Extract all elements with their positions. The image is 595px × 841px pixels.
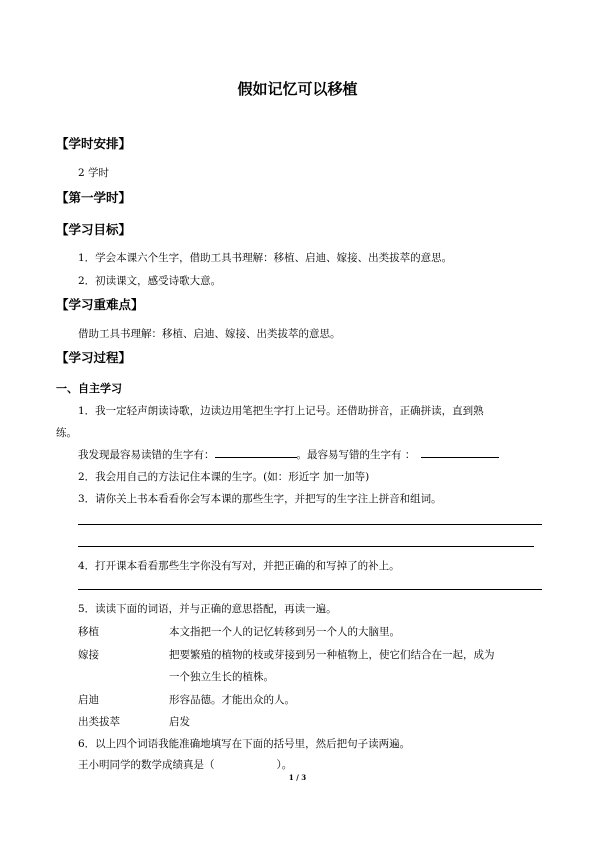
fill-blank-write[interactable] [421,447,499,458]
item-3: 3．请你关上书本看看你会写本课的那些生字，并把写的生字注上拼音和组词。 [78,493,442,505]
goal-2: 2．初读课文，感受诗歌大意。 [78,275,222,287]
page-number: 1 / 3 [288,773,307,782]
item-1-line-1: 1．我一定轻声朗读诗歌，边读边用笔把生字打上记号。还借助拼音，正确拼读，直到熟 [78,405,484,417]
word-meaning: 本文指把一个人的记忆转移到另一个人的大脑里。 [169,626,400,638]
section-schedule: 【学时安排】 [56,136,132,151]
item-6: 6．以上四个词语我能准确地填写在下面的括号里，然后把句子读两遍。 [78,738,411,750]
sentence-end: ）。 [276,759,293,771]
word-meaning: 启发 [169,716,190,728]
section-first-period: 【第一学时】 [56,190,132,205]
word-meaning: 把要繁殖的植物的枝或芽接到另一种植物上，使它们结合在一起，成为 [169,649,495,661]
fill-label-read: 我发现最容易读错的生字有： [78,449,215,461]
sentence-start: 王小明同学的数学成绩真是（ [78,759,215,771]
item-4: 4．打开课本看看那些生字你没有写对，并把正确的和写掉了的补上。 [78,560,400,572]
fill-in-row [78,447,499,462]
item-1-line-2: 练。 [56,427,77,439]
word-term: 嫁接 [78,649,99,661]
goal-1: 1．学会本课六个生字，借助工具书理解：移植、启迪、嫁接、出类拔萃的意思。 [78,252,453,264]
fill-label-write: 。最容易写错的生字有 ： [296,449,416,461]
item-2: 2．我会用自己的方法记住本课的生字。(如：形近字 加一加等) [78,471,370,483]
item-5: 5．读读下面的词语，并与正确的意思搭配，再读一遍。 [78,603,337,615]
self-study-heading: 一、自主学习 [56,382,122,395]
section-keypoints: 【学习重难点】 [56,297,144,312]
answer-line[interactable] [78,524,542,525]
word-term: 移植 [78,626,99,638]
answer-line[interactable] [78,546,534,547]
word-term: 启迪 [78,694,99,706]
keypoints-text: 借助工具书理解：移植、启迪、嫁接、出类拔萃的意思。 [78,328,341,340]
fill-blank-read[interactable] [215,447,297,458]
word-term: 出类拔萃 [78,716,120,728]
sentence-fill [78,757,292,772]
schedule-text: 2 学时 [78,167,110,179]
page-title: 假如记忆可以移植 [237,80,358,98]
section-process: 【学习过程】 [56,350,132,365]
word-meaning-continued: 一个独立生长的植株。 [169,671,274,683]
section-goals: 【学习目标】 [56,222,132,237]
answer-line[interactable] [78,589,542,590]
word-meaning: 形容品德。才能出众的人。 [169,694,295,706]
